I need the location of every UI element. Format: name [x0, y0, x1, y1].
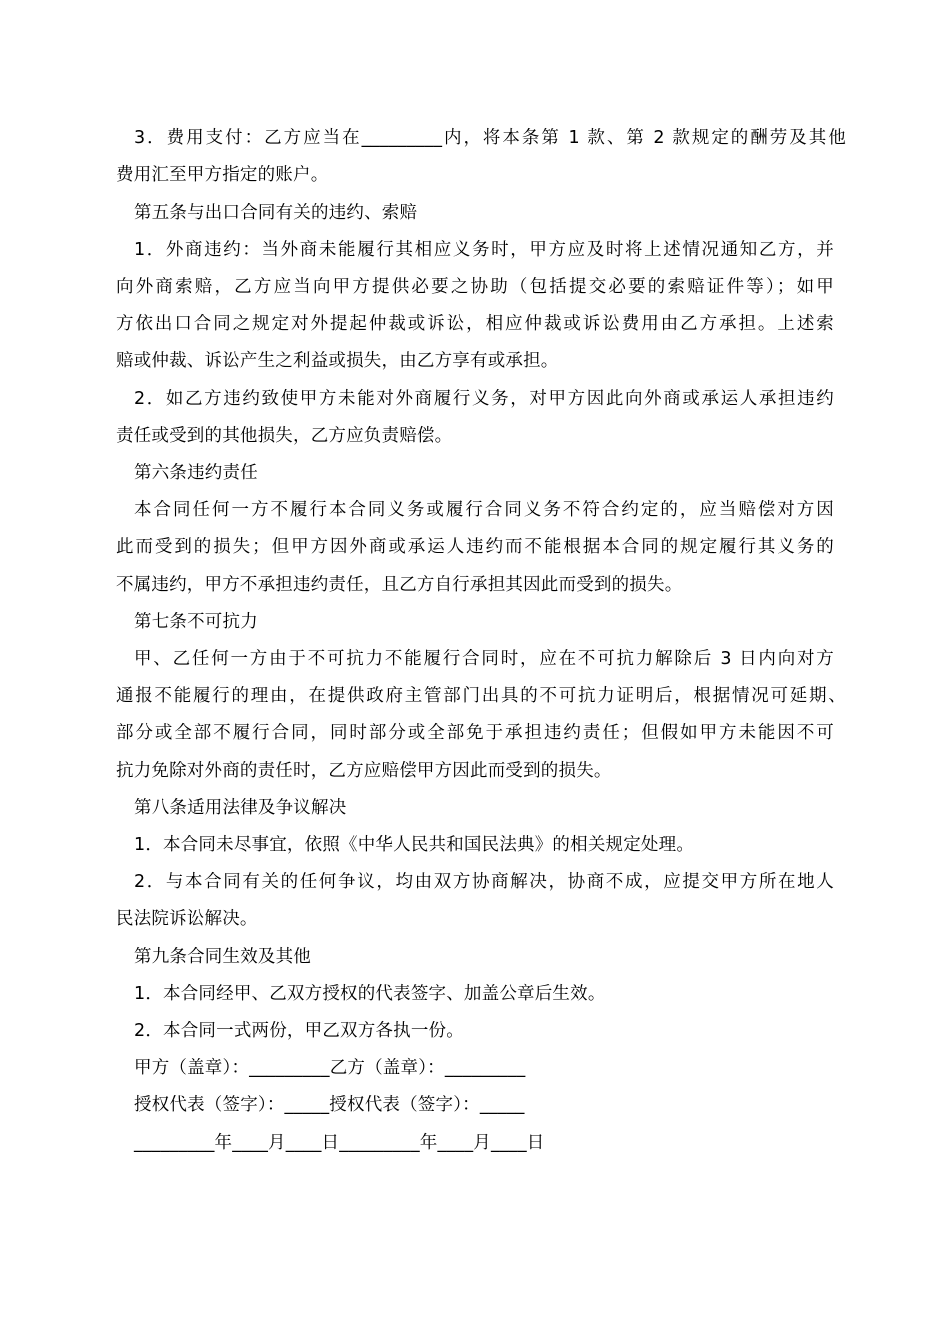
paragraph-line: 甲、乙任何一方由于不可抗力不能履行合同时，应在不可抗力解除后 3 日内向对方 [134, 649, 834, 669]
paragraph-line: 3．费用支付：乙方应当在_________内，将本条第 1 款、第 2 款规定的酬劳及其他 [134, 128, 846, 148]
paragraph-line: 赔或仲裁、诉讼产生之利益或损失，由乙方享有或承担。 [116, 351, 559, 371]
paragraph-line: 向外商索赔，乙方应当向甲方提供必要之协助（包括提交必要的索赔证件等）；如甲 [116, 277, 834, 297]
paragraph-line: 方依出口合同之规定对外提起仲裁或诉讼，相应仲裁或诉讼费用由乙方承担。上述索 [116, 314, 834, 334]
paragraph-line: 费用汇至甲方指定的账户。 [116, 165, 329, 185]
signature-line-representative: 授权代表（签字）：_____授权代表（签字）：_____ [134, 1095, 525, 1115]
paragraph-line: 1．外商违约：当外商未能履行其相应义务时，甲方应及时将上述情况通知乙方，并 [134, 240, 834, 260]
paragraph-line: 抗力免除对外商的责任时，乙方应赔偿甲方因此而受到的损失。 [116, 761, 612, 781]
section-heading: 第九条合同生效及其他 [134, 947, 311, 967]
section-heading: 第七条不可抗力 [134, 612, 258, 632]
paragraph-line: 通报不能履行的理由，在提供政府主管部门出具的不可抗力证明后，根据情况可延期、 [116, 686, 846, 706]
paragraph-line: 责任或受到的其他损失，乙方应负责赔偿。 [116, 426, 453, 446]
paragraph-line: 民法院诉讼解决。 [116, 909, 258, 929]
paragraph-line: 本合同任何一方不履行本合同义务或履行合同义务不符合约定的，应当赔偿对方因 [134, 500, 834, 520]
paragraph-line: 2．与本合同有关的任何争议，均由双方协商解决，协商不成，应提交甲方所在地人 [134, 872, 834, 892]
paragraph-line: 1．本合同经甲、乙双方授权的代表签字、加盖公章后生效。 [134, 984, 606, 1004]
section-heading: 第五条与出口合同有关的违约、索赔 [134, 203, 418, 223]
signature-line-seal: 甲方（盖章）：_________乙方（盖章）：_________ [134, 1058, 526, 1078]
section-heading: 第八条适用法律及争议解决 [134, 798, 347, 818]
paragraph-line: 部分或全部不履行合同，同时部分或全部免于承担违约责任；但假如甲方未能因不可 [116, 723, 834, 743]
paragraph-line: 1．本合同未尽事宜，依照《中华人民共和国民法典》的相关规定处理。 [134, 835, 695, 855]
paragraph-line: 不属违约，甲方不承担违约责任，且乙方自行承担其因此而受到的损失。 [116, 575, 683, 595]
signature-line-date: _________年____月____日_________年____月____日 [134, 1133, 545, 1153]
paragraph-line: 此而受到的损失；但甲方因外商或承运人违约而不能根据本合同的规定履行其义务的 [116, 537, 834, 557]
paragraph-line: 2．本合同一式两份，甲乙双方各执一份。 [134, 1021, 464, 1041]
paragraph-line: 2．如乙方违约致使甲方未能对外商履行义务，对甲方因此向外商或承运人承担违约 [134, 389, 834, 409]
section-heading: 第六条违约责任 [134, 463, 258, 483]
